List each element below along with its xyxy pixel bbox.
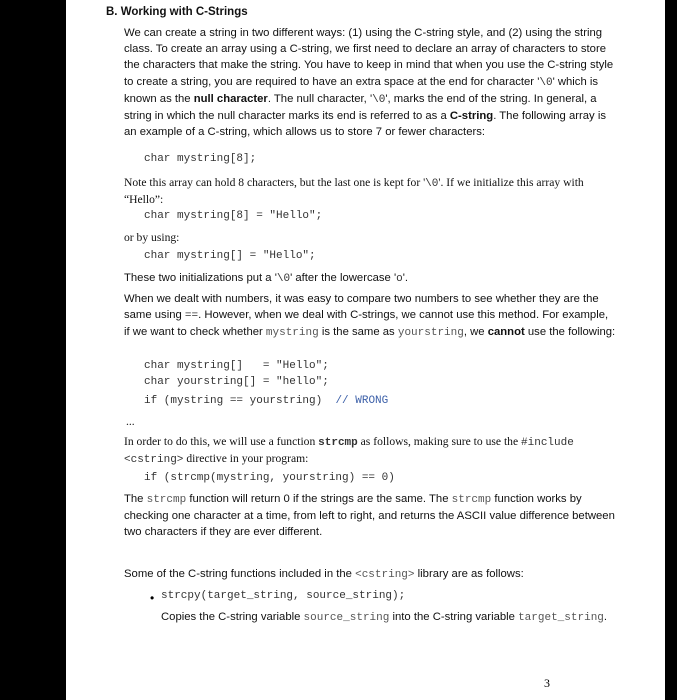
code-compare-line2: char yourstring[] = "hello";	[144, 376, 329, 388]
code-init-sized: char mystring[8] = "Hello";	[144, 210, 323, 222]
page-number: 3	[544, 676, 550, 690]
paragraph-strcpy-desc: Copies the C-string variable source_string into the C-string variable target_string.	[161, 611, 608, 624]
bullet-dot: •	[150, 591, 155, 605]
paragraph-functions: Some of the C-string functions included in the <cstring> library are as follows:	[124, 568, 524, 581]
paragraph-strcmp-explain: The strcmp function will return 0 if the strings are the same. The strcmp function works by checking one character at a time, from left to right, and returns the ASCII value difference between two characters if they are ever different.	[124, 493, 615, 539]
paragraph-intro: We can create a string in two different ways: (1) using the C-string style, and (2) using the string class. To create an array using a C-string, we first need to declare an array of characters to store the characters that make the string. You have to keep in mind that when you use the C-string style to create a string, you are required to have an extra space at the end for character '\0' which is known as the null character. The null character, '\0', marks the end of the string. In general, a string in which the null character marks its end is referred to as a C-string. The following array is an example of a C-string, which allows us to store 7 or fewer characters:	[124, 27, 614, 139]
ellipsis: ...	[126, 415, 135, 428]
code-strcpy: strcpy(target_string, source_string);	[161, 590, 406, 602]
paragraph-strcmp: In order to do this, we will use a function strcmp as follows, making sure to use the #include <cstring> directive in your program:	[124, 435, 574, 466]
paragraph-compare: When we dealt with numbers, it was easy to compare two numbers to see whether they are the same using ==. However, when we deal with C-strings, we cannot use this method. For example, if we want to check whether mystring is the same as yourstring, we cannot use the following:	[124, 293, 616, 340]
code-declaration: char mystring[8];	[144, 153, 257, 165]
paragraph-initializations: These two initializations put a '\0' after the lowercase 'o'.	[124, 272, 409, 285]
text-or-using: or by using:	[124, 231, 180, 244]
code-init-unsized: char mystring[] = "Hello";	[144, 250, 316, 262]
paragraph-note: Note this array can hold 8 characters, but the last one is kept for '\0'. If we initialize this array with “Hello”:	[124, 176, 584, 206]
document-page	[66, 0, 665, 700]
code-compare-line3: if (mystring == yourstring) // WRONG	[144, 395, 389, 407]
section-heading: B. Working with C-Strings	[106, 6, 248, 18]
code-strcmp: if (strcmp(mystring, yourstring) == 0)	[144, 472, 395, 484]
code-compare-line1: char mystring[] = "Hello";	[144, 360, 329, 372]
